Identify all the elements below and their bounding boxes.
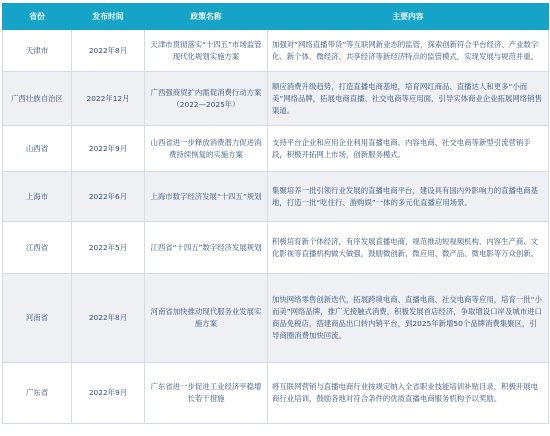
date-cell: 2022年9月 <box>72 363 145 424</box>
date-cell: 2022年9月 <box>72 126 145 172</box>
table-row <box>3 274 549 363</box>
main-content-cell: 支持平台企业和应用企业利用直播电商、内容电商、社交电商等新型引流营销手段，积极开拓网上市场，创新服务模式。 <box>268 126 549 172</box>
main-content-cell: 顺应消费升级趋势，打造直播电商基地，培育网红商品、直播达人和更多“小而美”网络品牌，拓展电商直播、社交电商等应用面，引导实体商业企业拓展网络销售渠道。 <box>268 72 549 126</box>
table-row <box>3 126 549 172</box>
main-content-cell: 加强对“网络直播带货”等互联网新业态的监管，探索创新符合平台经济、产业数字化、新个体、微经济、共享经济等新经济特点的监管模式，实现发展与规范并重。 <box>268 30 549 72</box>
policy-name-cell: 天津市贯彻落实“十四五”市场监管现代化规划实施方案 <box>145 30 268 72</box>
table-body <box>3 30 549 424</box>
header-main-content: 主要内容 <box>268 4 549 30</box>
table-row <box>3 172 549 222</box>
policy-name-cell: 河南省加快推动现代服务业发展实施方案 <box>145 274 268 363</box>
policy-name-cell: 江西省“十四五”数字经济发展规划 <box>145 222 268 274</box>
date-cell: 2022年5月 <box>72 222 145 274</box>
date-cell: 2022年6月 <box>72 172 145 222</box>
policy-name-cell: 广西强商贸扩内需促消费行动方案（2022—2025年） <box>145 72 268 126</box>
main-content-cell: 集聚培养一批引领行业发展的直播电商平台，建设具有国内外影响力的直播电商基地，打造一批“吃住行、游购娱”一体的多元化直播应用场景。 <box>268 172 549 222</box>
table-row <box>3 363 549 424</box>
header-policy-name: 政策名称 <box>145 4 268 30</box>
header-date: 发布时间 <box>72 4 145 30</box>
main-content-cell: 积极培育新个体经济，有序发展直播电商，规范推动短视频机构、内容生产商、文化影视等直播机构做大做强，鼓励微创新、微应用、微产品、微电影等万众创新。 <box>268 222 549 274</box>
province-cell: 广西壮族自治区 <box>3 72 72 126</box>
date-cell: 2022年8月 <box>72 274 145 363</box>
province-cell: 河南省 <box>3 274 72 363</box>
header-province: 省份 <box>3 4 72 30</box>
province-cell: 上海市 <box>3 172 72 222</box>
main-content-cell: 将互联网营销与直播电商行业按规定纳入全省职业技能培训补贴目录，积极开展电商行业培训，鼓励各地对符合条件的优质直播电商服务机构予以奖励。 <box>268 363 549 424</box>
main-content-cell: 加快网络零售创新迭代，拓展跨境电商、直播电商、社交电商等应用，培育一批“小而美”网络品牌，推广无接触式消费，积极发展首店经济，争取增设口岸及城市进口商品免税店，搭建商品出口转内销平台，到2025年新增50个品牌消费集聚区，引导商圈消费加快回流。 <box>268 274 549 363</box>
province-cell: 山西省 <box>3 126 72 172</box>
policy-name-cell: 山西省进一步释放消费潜力促进消费持续恢复的实施方案 <box>145 126 268 172</box>
province-cell: 天津市 <box>3 30 72 72</box>
date-cell: 2022年8月 <box>72 30 145 72</box>
policy-name-cell: 上海市数字经济发展“十四五”规划 <box>145 172 268 222</box>
province-cell: 广东省 <box>3 363 72 424</box>
table-row <box>3 222 549 274</box>
table-row <box>3 72 549 126</box>
province-cell: 江西省 <box>3 222 72 274</box>
date-cell: 2022年12月 <box>72 72 145 126</box>
table-row <box>3 30 549 72</box>
policy-name-cell: 广东省进一步促进工业经济平稳增长若干措施 <box>145 363 268 424</box>
table-header <box>3 4 549 30</box>
policy-table <box>2 3 549 424</box>
